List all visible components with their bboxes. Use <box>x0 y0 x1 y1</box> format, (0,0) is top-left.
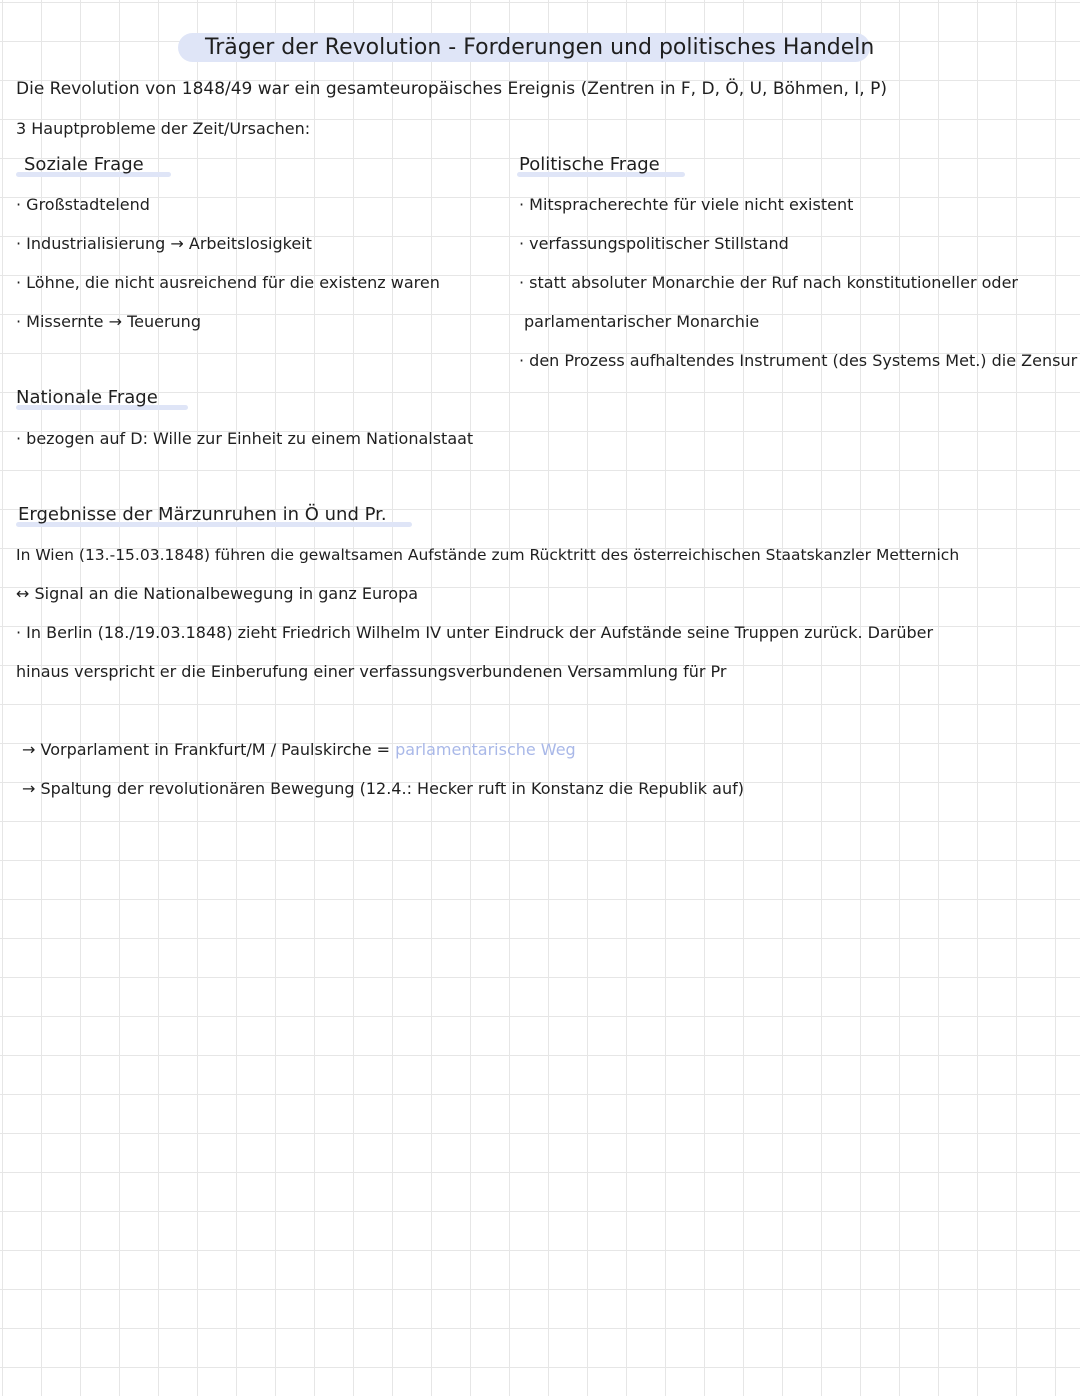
list-item: · Großstadtelend <box>16 195 150 214</box>
list-item: · statt absoluter Monarchie der Ruf nach konstitutioneller oder <box>519 273 1018 292</box>
social-heading: Soziale Frage <box>24 154 144 175</box>
list-item: · den Prozess aufhaltendes Instrument (des Systems Met.) die Zensur <box>519 351 1078 370</box>
problems-intro: 3 Hauptprobleme der Zeit/Ursachen: <box>16 119 311 138</box>
list-item: · Industrialisierung → Arbeitslosigkeit <box>16 234 312 253</box>
results-heading: Ergebnisse der Märzunruhen in Ö und Pr. <box>18 504 387 525</box>
vorparlament-note: parlamentarische Weg <box>395 740 576 759</box>
list-item: · verfassungspolitischer Stillstand <box>519 234 789 253</box>
list-item: · Mitspracherechte für viele nicht existent <box>519 195 854 214</box>
results-line: ↔ Signal an die Nationalbewegung in ganz Europa <box>16 584 419 603</box>
national-heading: Nationale Frage <box>16 387 158 408</box>
list-item: · Missernte → Teuerung <box>16 312 201 331</box>
results-line: hinaus verspricht er die Einberufung einer verfassungsverbundenen Versammlung für Pr <box>16 662 727 681</box>
vorparlament-line <box>22 739 576 761</box>
list-item: · bezogen auf D: Wille zur Einheit zu einem Nationalstaat <box>16 429 474 448</box>
vorparlament-text: → Vorparlament in Frankfurt/M / Paulskirche <box>22 740 372 759</box>
intro-text: Die Revolution von 1848/49 war ein gesamteuropäisches Ereignis (Zentren in F, D, Ö, U, Böhmen, I, P) <box>16 79 887 99</box>
vorparlament-eq: = <box>376 740 391 759</box>
list-item: parlamentarischer Monarchie <box>524 312 760 331</box>
political-heading: Politische Frage <box>519 154 660 175</box>
results-line: In Wien (13.-15.03.1848) führen die gewaltsamen Aufstände zum Rücktritt des österreichischen Staatskanzler Metternich <box>16 546 960 564</box>
page-title: Träger der Revolution - Forderungen und politisches Handeln <box>205 35 875 60</box>
list-item: · Löhne, die nicht ausreichend für die existenz waren <box>16 273 440 292</box>
spaltung-line: → Spaltung der revolutionären Bewegung (12.4.: Hecker ruft in Konstanz die Republik auf) <box>22 779 744 798</box>
results-line: · In Berlin (18./19.03.1848) zieht Friedrich Wilhelm IV unter Eindruck der Aufstände seine Truppen zurück. Darüber <box>16 623 934 642</box>
